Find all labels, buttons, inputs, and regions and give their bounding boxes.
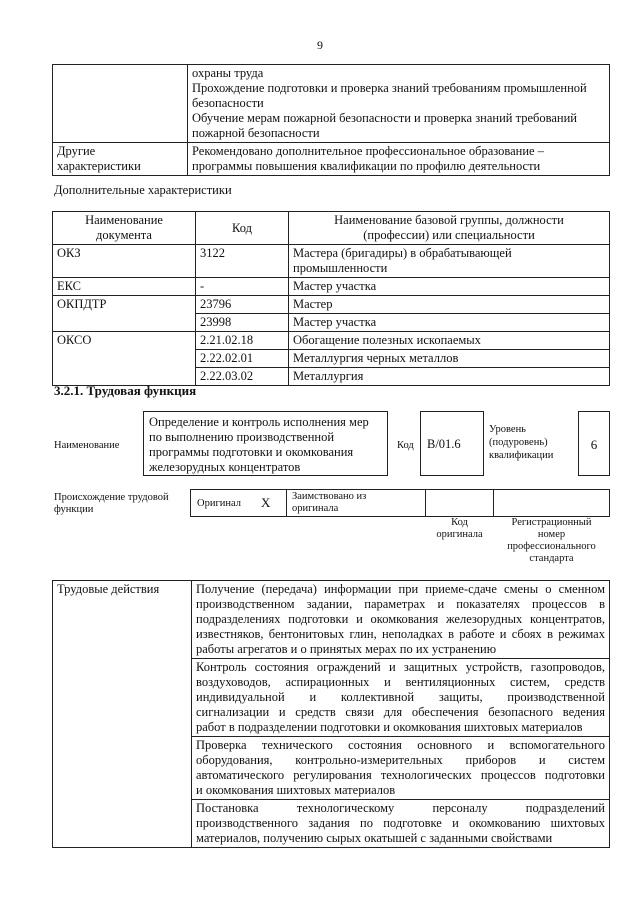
text-line: безопасности	[192, 96, 264, 110]
actions-label: Трудовые действия	[53, 581, 192, 848]
level-label	[489, 423, 553, 462]
characteristics-table	[52, 211, 610, 386]
table-row	[53, 332, 610, 350]
action-item	[192, 581, 610, 659]
section-subtitle: Дополнительные характеристики	[54, 183, 232, 197]
text-line: и окомкования шихтовых материалов	[196, 783, 396, 797]
section-title: 3.2.1. Трудовая функция	[54, 383, 197, 398]
text-line: работ в подразделении подготовки и окомкования шихтовых материалов	[196, 720, 583, 734]
text-line: Проверка технического состояния основного и вспомогательного	[196, 738, 605, 752]
cell-name: Металлургия	[289, 368, 610, 386]
text-line: оригинала	[292, 503, 339, 514]
text-line: железорудных концентратов	[149, 460, 301, 474]
action-item	[192, 737, 610, 800]
table-row	[53, 143, 610, 176]
cell-doc: ЕКС	[53, 278, 196, 296]
text-line: воздуховодов, аспирационных и вентиляционных систем, средств	[196, 675, 605, 689]
text-line: сигнализации и средств связи для обеспечения безопасного ведения	[196, 705, 605, 719]
cell-name: Мастер участка	[289, 278, 610, 296]
name-label: Наименование	[54, 440, 120, 451]
origin-borrowed-cell	[286, 489, 426, 517]
header-doc	[53, 212, 196, 245]
original-mark: X	[261, 495, 271, 510]
table-row	[53, 65, 610, 143]
cell-name: Металлургия черных металлов	[289, 350, 610, 368]
text-line: Постановка технологическому персоналу подразделений	[196, 801, 605, 815]
text-line: Заимствовано из	[292, 491, 367, 502]
cell-code: 3122	[196, 245, 289, 278]
text-line: Рекомендовано дополнительное профессиональное образование –	[192, 144, 544, 158]
text-line: оригинала	[436, 529, 483, 540]
table-row	[53, 296, 610, 314]
header-text: Наименование	[85, 213, 163, 227]
code-label: Код	[397, 440, 414, 451]
header-text: Наименование базовой группы, должности	[334, 213, 564, 227]
cell-code: 23796	[196, 296, 289, 314]
text-line: программы повышения квалификации по профилю деятельности	[192, 159, 541, 173]
text-line: пожарной безопасности	[192, 126, 320, 140]
function-code-box: В/01.6	[420, 411, 484, 476]
action-item	[192, 800, 610, 848]
origin-label	[54, 492, 169, 516]
text-line: производственного задания по подготовке и окомкованию шихтовых	[196, 816, 605, 830]
text-line: материалов, получению сырых окатышей с заданными свойствами	[196, 831, 553, 845]
text-line: Мастера (бригадиры) в обрабатывающей	[293, 246, 512, 260]
text-line: охраны труда	[192, 66, 264, 80]
table-cell-value	[188, 143, 610, 176]
text-line: известняков, бентонитовых глин, неполадках в работе и сбоях в режимах	[196, 627, 605, 641]
text-line: характеристики	[57, 159, 141, 173]
table-cell-label	[53, 65, 188, 143]
table-row	[53, 245, 610, 278]
cell-name	[289, 245, 610, 278]
text-line: работы агрегатов и о принятых мерах по их устранению	[196, 642, 497, 656]
action-item	[192, 659, 610, 737]
text-line: Обучение мерам пожарной безопасности и проверка знаний требований	[192, 111, 577, 125]
text-line: (подуровень)	[489, 437, 548, 448]
header-text: (профессии) или специальности	[363, 228, 535, 242]
function-name-box	[143, 411, 388, 476]
page-number: 9	[317, 38, 323, 52]
origin-original-cell	[190, 489, 287, 517]
text-line: стандарта	[529, 553, 574, 564]
table-cell-value	[188, 65, 610, 143]
text-line: промышленности	[293, 261, 388, 275]
text-line: Прохождение подготовки и проверка знаний требованиям промышленной	[192, 81, 587, 95]
text-line: квалификации	[489, 450, 554, 461]
text-line: Контроль состояния ограждений и защитных устройств, газопроводов,	[196, 660, 605, 674]
origin-code-cell	[425, 489, 494, 517]
cell-doc: ОКЗ	[53, 245, 196, 278]
text-line: функции	[54, 504, 94, 515]
text-line: Уровень	[489, 424, 526, 435]
table-row	[53, 581, 610, 659]
continuation-table	[52, 64, 610, 176]
text-line: Другие	[57, 144, 96, 158]
cell-name: Мастер	[289, 296, 610, 314]
text-line: по выполнению производственной	[149, 430, 335, 444]
cell-code: 2.22.03.02	[196, 368, 289, 386]
text-line: оборудования, контрольно-измерительных приборов и систем	[196, 753, 605, 767]
table-cell-label	[53, 143, 188, 176]
text-line: производственном задании, параметрах и показателях процессов в	[196, 597, 605, 611]
cell-doc: ОКПДТР	[53, 296, 196, 332]
cell-name: Обогащение полезных ископаемых	[289, 332, 610, 350]
text-line: Определение и контроль исполнения мер	[149, 415, 369, 429]
table-header-row	[53, 212, 610, 245]
text-line: Получение (передача) информации при приеме-сдаче смены о сменном	[196, 582, 605, 596]
text-line: Регистрационный	[511, 517, 592, 528]
text-line: профессионального	[507, 541, 596, 552]
text-line: Код	[451, 517, 468, 528]
header-code: Код	[196, 212, 289, 245]
level-value-box: 6	[578, 411, 610, 476]
text-line: программы подготовки и окомкования	[149, 445, 354, 459]
cell-code: 2.22.02.01	[196, 350, 289, 368]
text-line: номер	[537, 529, 566, 540]
cell-code: -	[196, 278, 289, 296]
origin-reg-cell	[493, 489, 610, 517]
cell-code: 2.21.02.18	[196, 332, 289, 350]
reg-caption	[493, 517, 610, 565]
cell-code: 23998	[196, 314, 289, 332]
header-name	[289, 212, 610, 245]
code-caption	[425, 517, 494, 541]
cell-name: Мастер участка	[289, 314, 610, 332]
text-line: Происхождение трудовой	[54, 492, 169, 503]
labor-actions-table	[52, 580, 610, 848]
cell-doc: ОКСО	[53, 332, 196, 386]
original-label: Оригинал	[197, 498, 241, 509]
table-row	[53, 278, 610, 296]
text-line: подразделениях подготовки и окомкования железорудных концентратов,	[196, 612, 605, 626]
text-line: индивидуальной и коллективной защиты, производственной	[196, 690, 605, 704]
header-text: документа	[96, 228, 152, 242]
text-line: автоматического регулирования технологических процессов подготовки	[196, 768, 605, 782]
